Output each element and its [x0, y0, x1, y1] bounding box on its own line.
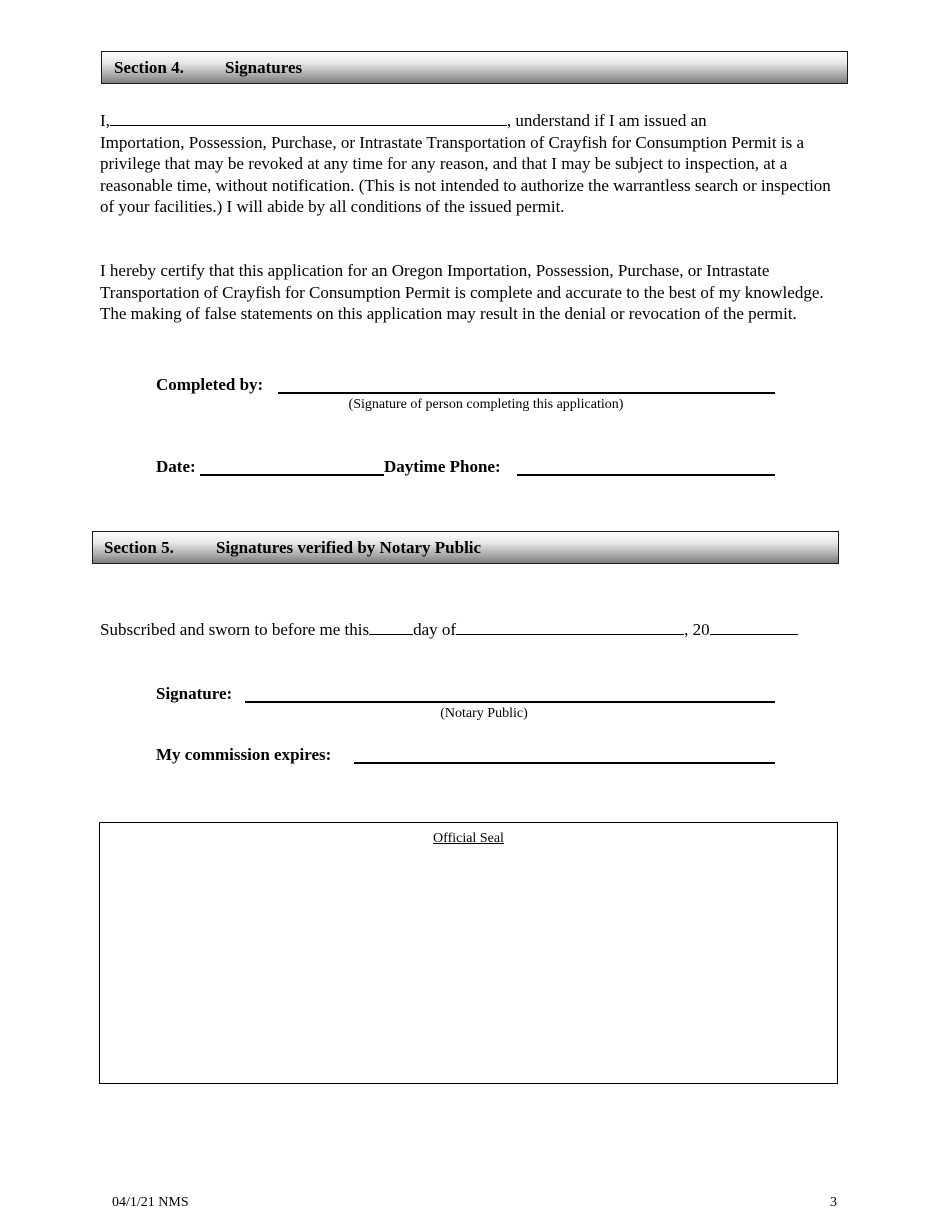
date-line[interactable]	[200, 474, 384, 476]
acknowledgement-first-line	[100, 110, 845, 132]
sworn-year-field[interactable]	[710, 619, 798, 635]
commission-expires-line[interactable]	[354, 762, 775, 764]
completed-by-signature-line[interactable]	[278, 392, 775, 394]
sworn-year-prefix: , 20	[684, 620, 710, 639]
daytime-phone-label: Daytime Phone:	[384, 457, 501, 476]
sworn-day-field[interactable]	[369, 619, 413, 635]
section-4-number: Section 4.	[114, 58, 184, 77]
daytime-phone-line[interactable]	[517, 474, 775, 476]
official-seal-title: Official Seal	[433, 831, 504, 846]
certification-paragraph: I hereby certify that this application for an Oregon Importation, Possession, Purchase, or Intrastate Transportation of Crayfish for Consumption Permit is complete and accurate to the best of my knowledge. The making of false statements on this application may result in the denial or revocation of the permit.	[100, 261, 824, 323]
notary-signature-label: Signature:	[156, 684, 233, 703]
completed-by-label: Completed by:	[156, 375, 264, 394]
revision-footer: 04/1/21 NMS	[112, 1195, 189, 1210]
completed-by-caption: (Signature of person completing this application)	[348, 397, 624, 412]
applicant-name-field[interactable]	[110, 110, 507, 126]
official-seal-box	[99, 822, 838, 1084]
section-5-title: Signatures verified by Notary Public	[216, 538, 482, 557]
section-4-title: Signatures	[225, 58, 303, 77]
section-5-header	[92, 531, 839, 564]
section-4-header	[101, 51, 848, 84]
notary-signature-line[interactable]	[245, 701, 775, 703]
sworn-statement	[100, 619, 798, 640]
sworn-prefix: Subscribed and sworn to before me this	[100, 620, 370, 639]
commission-expires-label: My commission expires:	[156, 745, 332, 764]
acknowledgement-paragraph	[100, 110, 845, 218]
acknowledgement-suffix: , understand if I am issued an	[506, 111, 707, 130]
sworn-day-of: day of	[413, 620, 457, 639]
notary-signature-caption: (Notary Public)	[440, 706, 528, 721]
acknowledgement-body: Importation, Possession, Purchase, or Intrastate Transportation of Crayfish for Consumption Permit is a privilege that may be revoked at any time for any reason, and that I may be subject to inspection, at a reasonable time, without notification. (This is not intended to authorize the warrantless search or inspection of your facilities.) I will abide by all conditions of the issued permit.	[100, 132, 831, 216]
date-label: Date:	[156, 457, 196, 476]
acknowledgement-prefix: I,	[100, 111, 110, 130]
section-5-number: Section 5.	[104, 538, 174, 557]
sworn-month-field[interactable]	[456, 619, 684, 635]
page-number: 3	[830, 1195, 837, 1210]
